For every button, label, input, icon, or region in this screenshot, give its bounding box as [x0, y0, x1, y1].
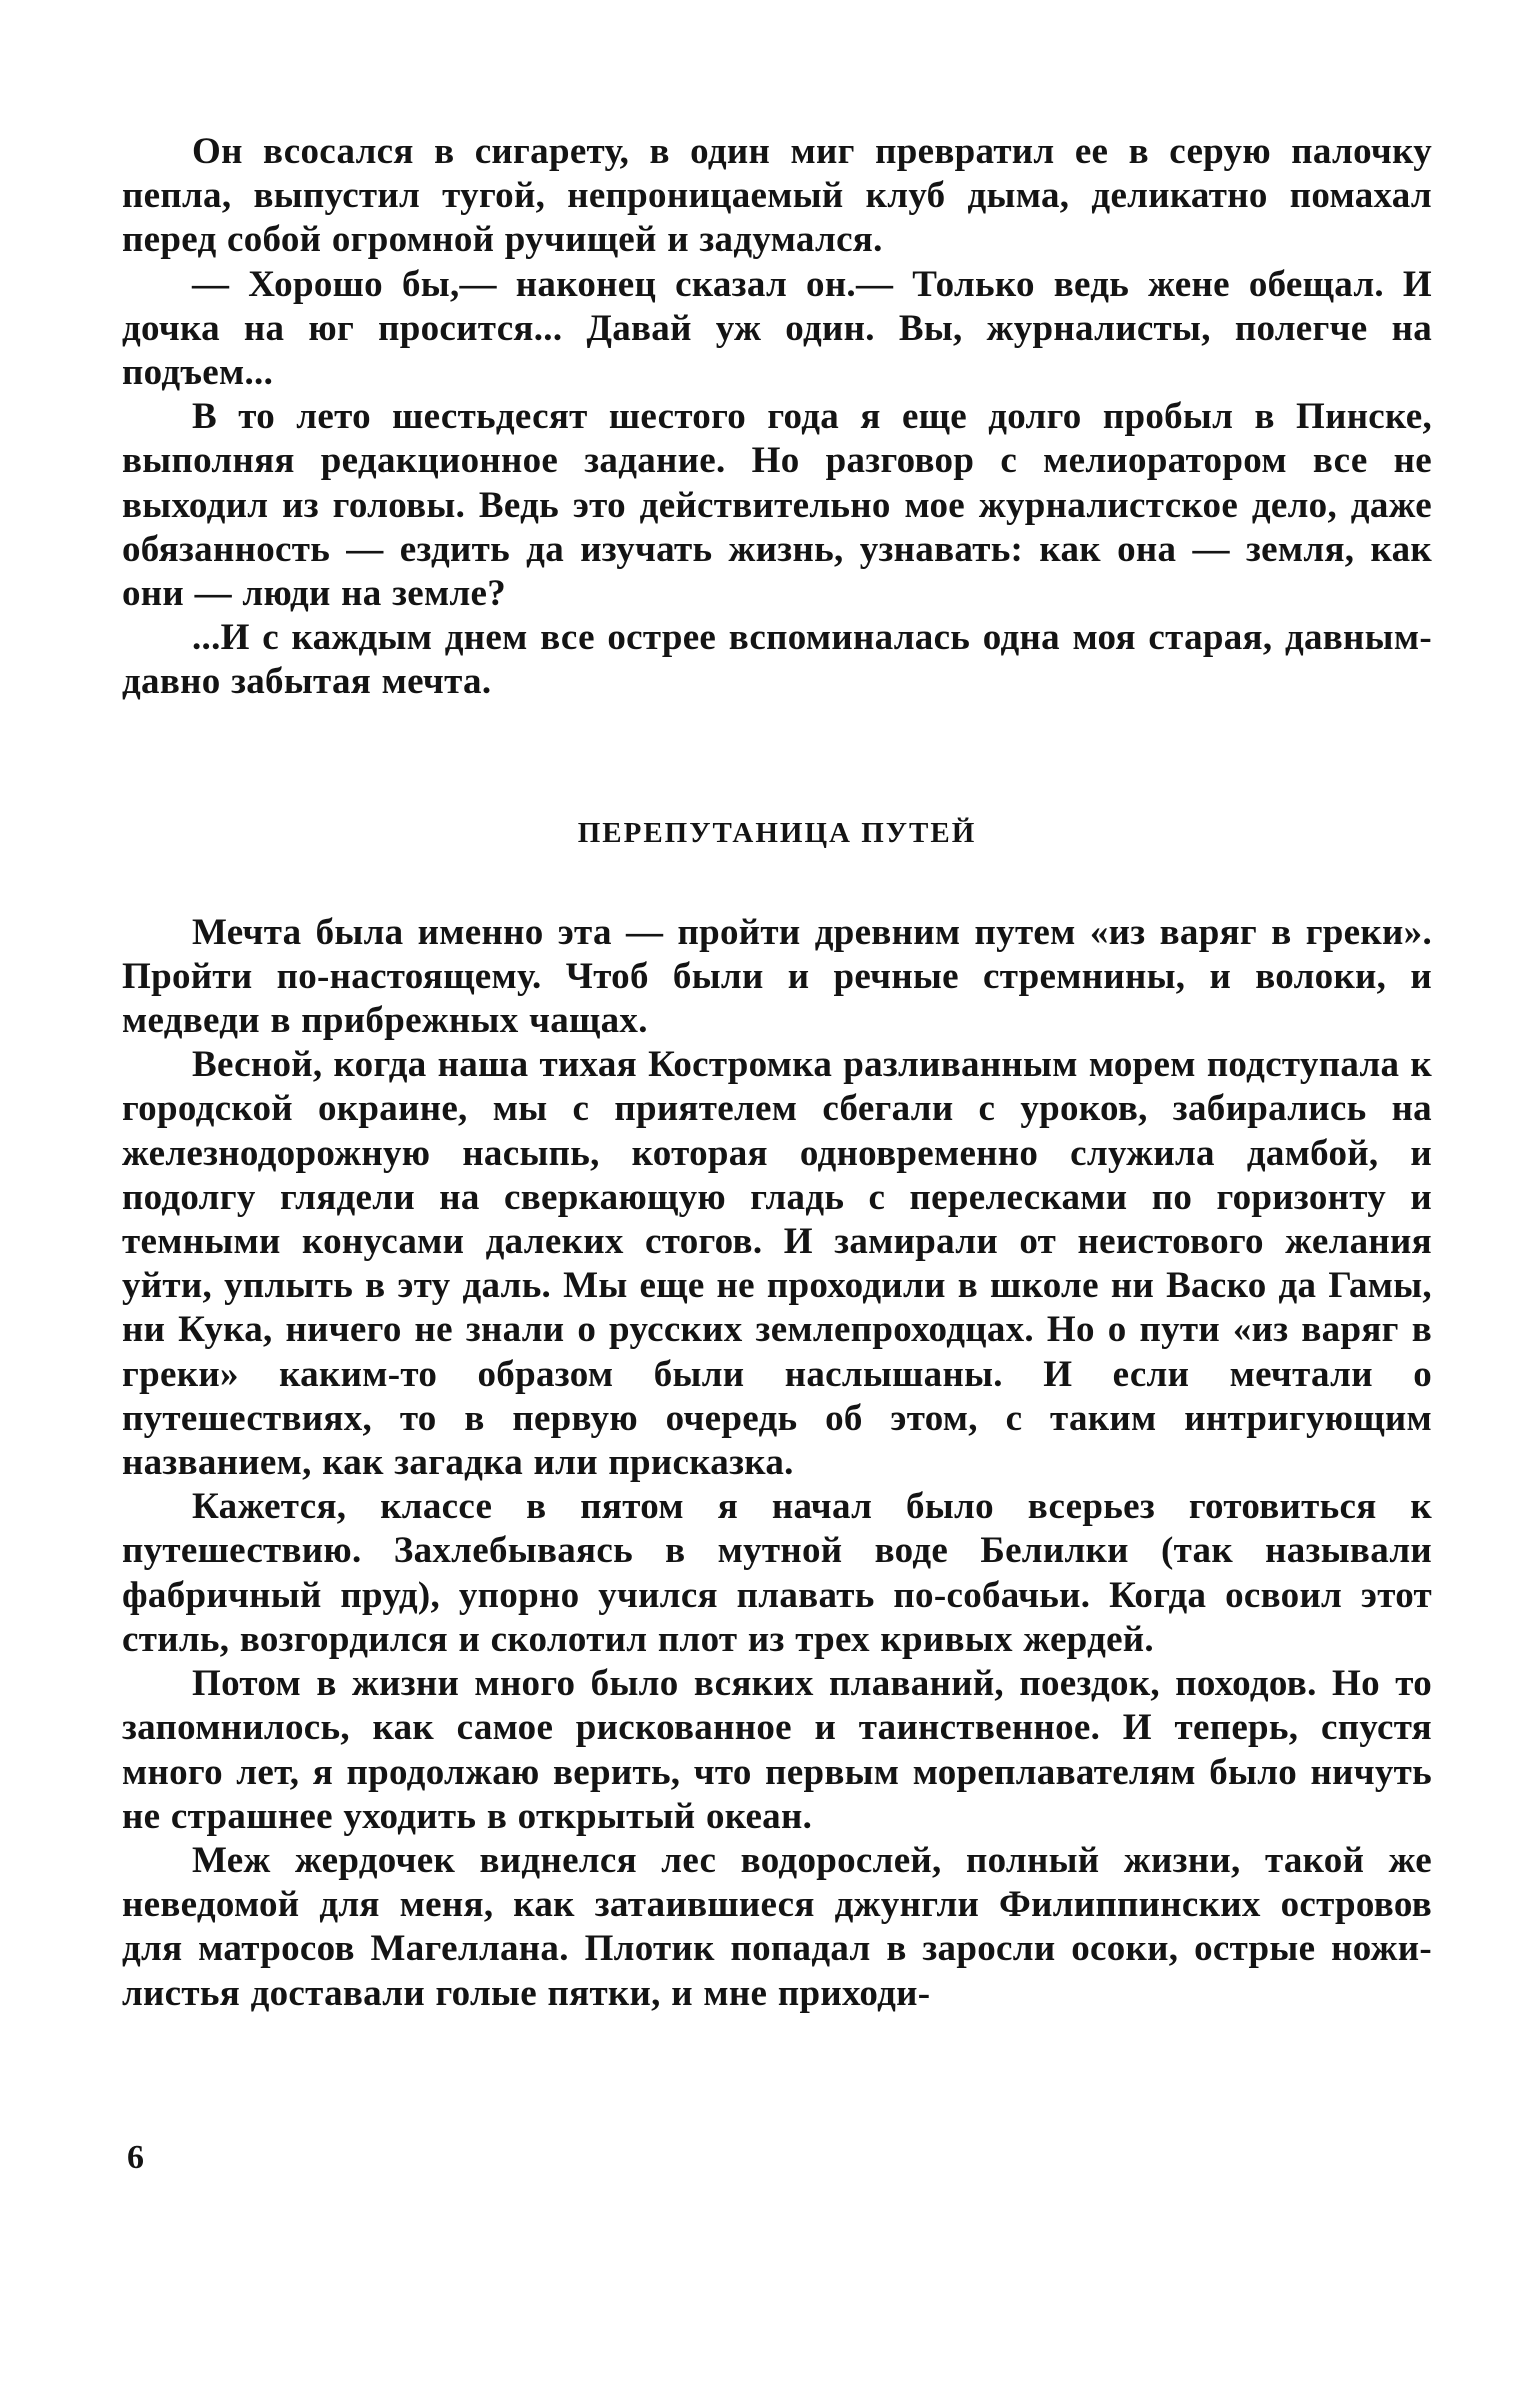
paragraph: Мечта была именно эта — пройти древним путем «из варяг в греки». Пройти по-настоящему. Чтоб были и речные стремнины, и волоки, и медведи в прибрежных чащах. [122, 911, 1432, 1042]
paragraph: Он всосался в сигарету, в один миг превратил ее в серую палочку пепла, выпустил тугой, непроницаемый клуб дыма, деликатно помахал перед собой огромной ручищей и задумался. [122, 131, 1432, 261]
paragraph: Весной, когда наша тихая Костромка разливанным морем подступала к городской окраине, мы с приятелем сбегали с уроков, забирались на железнодорожную насыпь, которая одновременно служила дамбой, и подолгу глядели на сверкающую гладь с перелесками по горизонту и темными конусами далеких стогов. И замирали от неистового желания уйти, уплыть в эту даль. Мы еще не проходили в школе ни Васко да Гамы, ни Кука, ничего не знали о русских землепроходцах. Но о пути «из варяг в греки» каким-то образом были наслышаны. И если мечтали о путешествиях, то в первую очередь об этом, с таким интригующим названием, как загадка или присказка. [122, 1044, 1432, 1484]
heading-spacer [122, 855, 1432, 911]
paragraph: — Хорошо бы,— наконец сказал он.— Только ведь жене обещал. И дочка на юг просится... Давай уж один. Вы, журналисты, полегче на подъем... [122, 263, 1432, 394]
section-heading: ПЕРЕПУТАНИЦА ПУТЕЙ [577, 816, 977, 849]
page-number: 6 [127, 2139, 144, 2176]
section-spacer [122, 705, 1432, 811]
paragraph: Потом в жизни много было всяких плаваний, поездок, походов. Но то запомнилось, как самое рискованное и таинственное. И теперь, спустя много лет, я продолжаю верить, что первым мореплавателям было ничуть не страшнее уходить в открытый океан. [122, 1663, 1432, 1837]
page-body [122, 130, 1432, 2016]
paragraph: В то лето шестьдесят шестого года я еще долго пробыл в Пинске, выполняя редакционное задание. Но разговор с мелиоратором все не выходил из головы. Ведь это действительно мое журналистское дело, даже обязанность — ездить да изучать жизнь, узнавать: как она — земля, как они — люди на земле? [122, 396, 1432, 615]
paragraph: Меж жердочек виднелся лес водорослей, полный жизни, такой же неведомой для меня, как затаившиеся джунгли Филиппинских островов для матросов Магеллана. Плотик попадал в заросли осоки, острые ножи-листья доставали голые пятки, и мне приходи- [122, 1839, 1432, 2014]
paragraph: ...И с каждым днем все острее вспоминалась одна моя старая, давным-давно забытая мечта. [122, 617, 1432, 703]
paragraph: Кажется, классе в пятом я начал было всерьез готовиться к путешествию. Захлебываясь в мутной воде Белилки (так называли фабричный пруд), упорно учился плавать по-собачьи. Когда освоил этот стиль, возгордился и сколотил плот из трех кривых жердей. [122, 1486, 1432, 1660]
